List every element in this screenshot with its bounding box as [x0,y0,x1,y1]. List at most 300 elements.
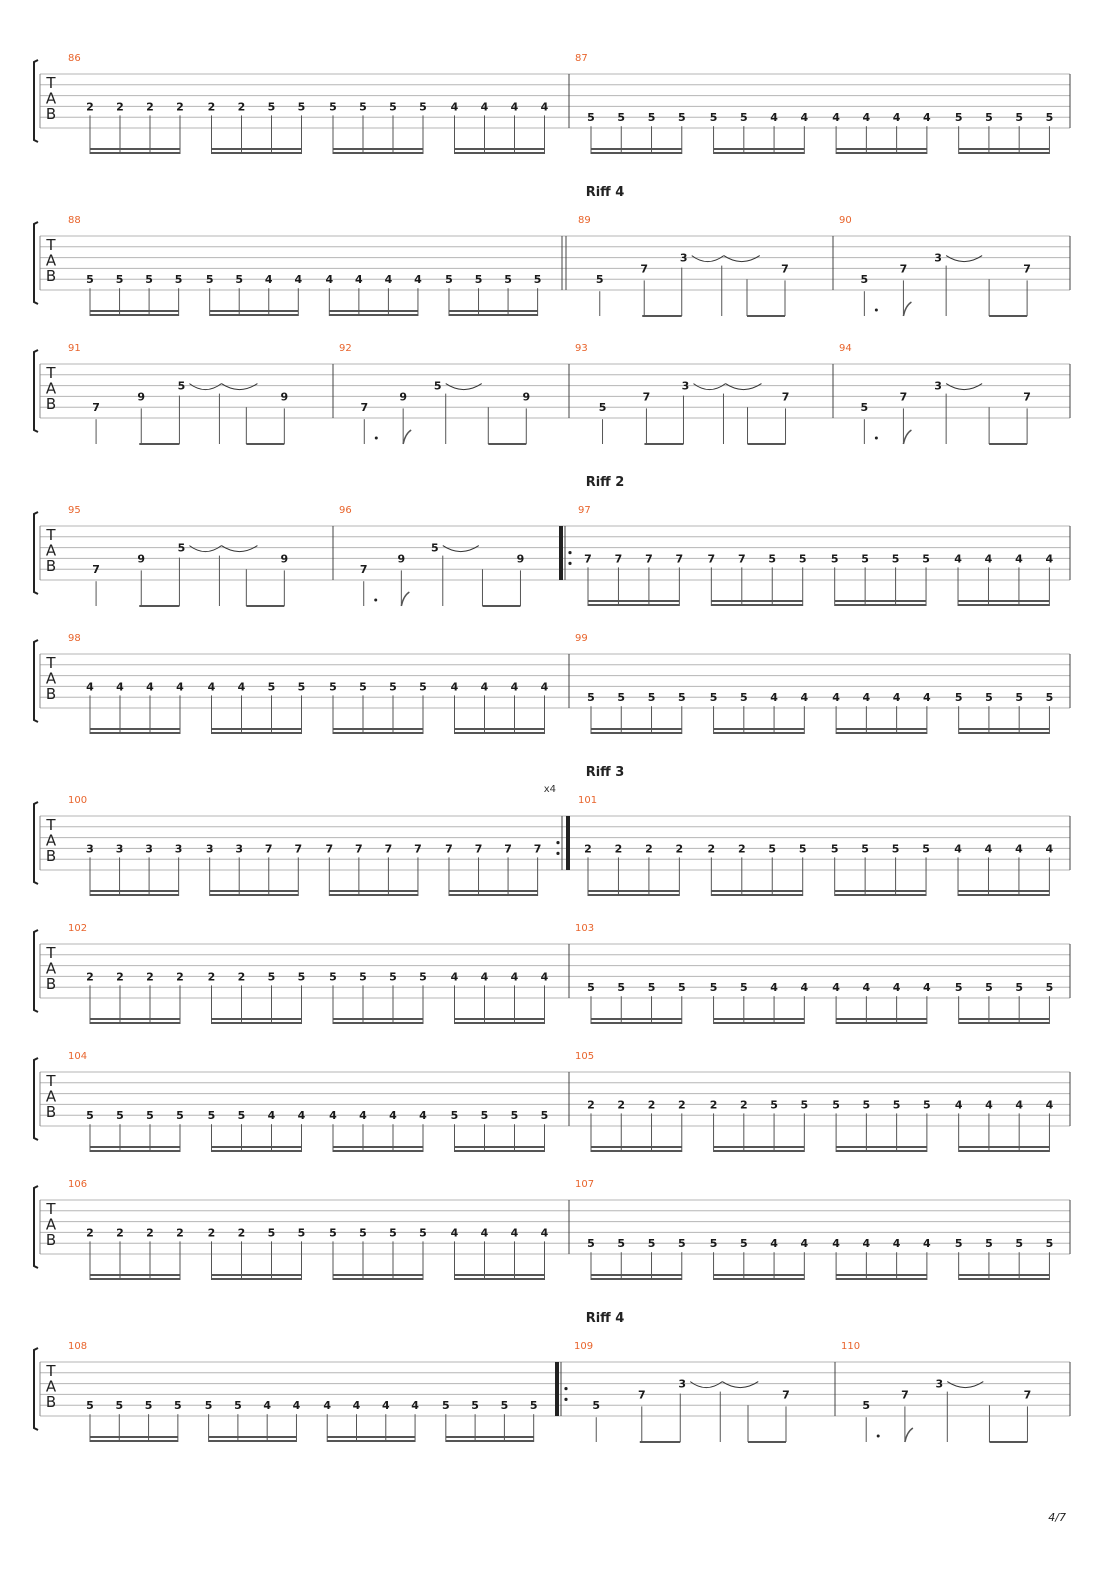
tie-arc [443,546,479,552]
fret-number: 4 [892,1237,901,1251]
fret-number: 4 [984,842,993,856]
measure [578,215,789,316]
measure-number: 92 [339,343,352,354]
tab-clef-letter: A [45,251,57,270]
fret-number: 4 [294,273,303,287]
fret-number: 3 [935,1377,944,1391]
repeat-dot [568,562,571,565]
fret-number: 4 [892,691,901,705]
fret-number: 5 [116,1109,124,1123]
fret-number: 5 [529,1399,538,1413]
fret-number: 4 [352,1399,361,1413]
tab-clef-letter: T [46,526,56,544]
section-label: Riff 2 [585,475,625,490]
fret-number: 7 [359,563,368,577]
fret-number: 5 [985,981,993,995]
measure-number: 99 [575,633,588,644]
fret-number: 7 [474,842,483,856]
fret-number: 5 [177,379,186,393]
fret-number: 5 [1015,1237,1024,1251]
measure [68,53,549,154]
staff-bracket [34,350,38,432]
fret-number: 5 [1045,1237,1054,1251]
tie-arc [722,1382,758,1388]
measure-number: 100 [68,795,88,806]
staff-bracket [34,1186,38,1268]
fret-number: 4 [800,691,809,705]
fret-number: 7 [645,552,653,566]
fret-number: 4 [411,1399,419,1413]
eighth-flag [903,302,911,316]
measure-number: 86 [68,53,81,64]
fret-number: 5 [329,1226,337,1240]
fret-number: 5 [480,1109,489,1123]
repeat-start-thick-bar [555,1362,559,1416]
fret-number: 5 [441,1399,450,1413]
fret-number: 4 [862,111,871,125]
staff-bracket [34,930,38,1012]
fret-number: 5 [1045,981,1054,995]
measure-number: 101 [578,795,598,806]
fret-number: 2 [617,1098,626,1112]
fret-number: 5 [115,273,124,287]
tie-arc [725,384,761,390]
fret-number: 5 [770,1098,778,1112]
fret-number: 3 [115,842,124,856]
fret-number: 5 [954,1237,963,1251]
measure [578,795,1054,896]
fret-number: 3 [934,251,942,265]
fret-number: 4 [923,691,931,705]
fret-number: 5 [267,1226,276,1240]
fret-number: 3 [235,842,244,856]
measure-number: 96 [339,505,352,516]
measure [575,633,1053,734]
rhythm-dot [875,437,878,440]
fret-number: 2 [86,100,94,114]
measure-number: 104 [68,1051,88,1062]
fret-number: 7 [675,552,684,566]
measure-number: 91 [68,343,81,354]
fret-number: 5 [329,680,337,694]
staff-bracket [34,60,38,142]
section-label: Riff 4 [585,1311,625,1326]
tab-clef-letter: A [45,1087,57,1106]
fret-number: 7 [584,552,592,566]
page-number: 4/7 [1048,1511,1066,1524]
fret-number: 7 [1023,262,1031,276]
fret-number: 5 [329,970,337,984]
fret-number: 7 [614,552,623,566]
fret-number: 4 [832,111,840,125]
fret-number: 4 [770,981,778,995]
fret-number: 4 [389,1109,397,1123]
repeat-dot [556,852,559,855]
fret-number: 2 [86,1226,94,1240]
fret-number: 2 [614,842,623,856]
fret-number: 2 [237,970,246,984]
staff-bracket [34,1348,38,1430]
fret-number: 9 [399,390,407,404]
fret-number: 7 [504,842,512,856]
fret-number: 5 [176,1109,184,1123]
fret-number: 2 [675,842,684,856]
rhythm-dot [375,437,378,440]
tab-clef-letter: T [46,364,56,382]
fret-number: 5 [359,1226,367,1240]
measure [575,923,1053,1024]
fret-number: 4 [540,970,549,984]
fret-number: 9 [137,552,146,566]
measure [575,1051,1054,1152]
fret-number: 5 [1015,981,1024,995]
fret-number: 5 [862,1098,871,1112]
eighth-flag [903,430,911,444]
fret-number: 4 [267,1109,276,1123]
measure [839,343,1031,444]
tab-clef-letter: B [45,395,57,413]
tab-system [34,185,1070,316]
fret-number: 2 [584,842,592,856]
fret-number: 7 [899,390,908,404]
fret-number: 5 [144,1399,153,1413]
fret-number: 5 [709,981,718,995]
fret-number: 5 [985,1237,993,1251]
tie-arc [690,1382,722,1388]
fret-number: 5 [419,970,427,984]
staff-bracket [34,1058,38,1140]
measure [68,1341,538,1442]
repeat-dot [564,1387,567,1390]
fret-number: 7 [294,842,303,856]
tab-clef-letter: T [46,1072,56,1090]
fret-number: 2 [207,1226,216,1240]
fret-number: 4 [263,1399,272,1413]
fret-number: 5 [922,842,930,856]
repeat-end-thick-bar [566,816,570,870]
fret-number: 5 [617,1237,626,1251]
measure-number: 98 [68,633,81,644]
tab-clef-letter: A [45,379,57,398]
fret-number: 5 [359,100,367,114]
fret-number: 4 [355,273,363,287]
measure [68,923,549,1024]
fret-number: 4 [323,1399,332,1413]
fret-number: 4 [1045,1098,1054,1112]
repeat-dot [568,551,571,554]
fret-number: 4 [480,970,489,984]
tab-clef-letter: B [45,847,57,865]
fret-number: 5 [145,273,153,287]
measure [578,505,1054,606]
staff-bracket [34,640,38,722]
tab-clef-letter: A [45,541,57,560]
tab-clef-letter: A [45,669,57,688]
fret-number: 7 [384,842,393,856]
tab-system [34,1051,1070,1152]
fret-number: 5 [954,691,963,705]
fret-number: 4 [510,680,519,694]
fret-number: 4 [923,981,931,995]
fret-number: 4 [297,1109,306,1123]
tab-clef-letter: A [45,1215,57,1234]
fret-number: 7 [1023,1388,1032,1402]
section-label: Riff 3 [585,765,625,780]
tab-clef-letter: T [46,1200,56,1218]
fret-number: 5 [389,680,397,694]
tab-system [34,1311,1070,1442]
fret-number: 4 [381,1399,390,1413]
fret-number: 4 [510,1226,519,1240]
fret-number: 5 [617,691,626,705]
tie-arc [221,546,257,552]
fret-number: 2 [237,100,246,114]
fret-number: 4 [510,100,519,114]
measure-number: 105 [575,1051,595,1062]
fret-number: 5 [647,111,656,125]
measure-number: 106 [68,1179,88,1190]
fret-number: 5 [798,842,807,856]
fret-number: 4 [540,1226,549,1240]
measure-number: 103 [575,923,595,934]
fret-number: 7 [92,563,100,577]
eighth-flag [403,430,411,444]
tab-system [34,475,1070,606]
fret-number: 4 [1015,552,1023,566]
fret-number: 5 [297,680,306,694]
fret-number: 4 [770,111,778,125]
fret-number: 4 [292,1399,301,1413]
fret-number: 9 [280,552,289,566]
fret-number: 5 [592,1399,601,1413]
tab-clef-letter: T [46,74,56,92]
fret-number: 5 [297,100,306,114]
fret-number: 5 [985,111,993,125]
fret-number: 5 [504,273,512,287]
fret-number: 4 [862,691,871,705]
fret-number: 4 [832,1237,840,1251]
fret-number: 4 [419,1109,427,1123]
fret-number: 4 [800,1237,809,1251]
staff-bracket [34,222,38,304]
fret-number: 5 [830,552,839,566]
fret-number: 2 [207,970,216,984]
fret-number: 5 [860,273,869,287]
fret-number: 5 [389,970,397,984]
fret-number: 2 [645,842,653,856]
fret-number: 5 [860,401,869,415]
fret-number: 4 [862,981,871,995]
fret-number: 7 [707,552,716,566]
fret-number: 4 [480,100,489,114]
fret-number: 5 [1045,691,1054,705]
tie-arc [947,1382,983,1388]
fret-number: 4 [985,1098,993,1112]
measure [68,343,288,444]
fret-number: 2 [677,1098,686,1112]
measure [841,1341,1031,1442]
fret-number: 4 [954,1098,963,1112]
rhythm-dot [877,1435,880,1438]
repeat-count: x4 [543,784,556,795]
tab-clef-letter: B [45,1103,57,1121]
measure-number: 87 [575,53,588,64]
fret-number: 9 [137,390,146,404]
fret-number: 7 [325,842,334,856]
fret-number: 4 [207,680,216,694]
measure [68,784,556,896]
fret-number: 2 [146,100,154,114]
fret-number: 4 [862,1237,871,1251]
tie-arc [693,384,725,390]
fret-number: 7 [533,842,542,856]
fret-number: 7 [781,262,789,276]
fret-number: 5 [1015,691,1024,705]
tab-clef-letter: B [45,685,57,703]
fret-number: 5 [677,1237,686,1251]
fret-number: 5 [1045,111,1054,125]
fret-number: 4 [832,981,840,995]
fret-number: 7 [642,390,651,404]
fret-number: 5 [510,1109,519,1123]
fret-number: 5 [433,379,442,393]
tab-system [34,633,1070,734]
fret-number: 5 [617,111,626,125]
fret-number: 5 [832,1098,840,1112]
fret-number: 5 [419,680,427,694]
fret-number: 2 [737,842,746,856]
fret-number: 2 [707,842,716,856]
fret-number: 4 [800,111,809,125]
fret-number: 5 [922,552,930,566]
fret-number: 5 [709,111,718,125]
eighth-flag [401,592,409,606]
fret-number: 4 [480,680,489,694]
measure [68,215,541,316]
measure-number: 95 [68,505,81,516]
measure-number: 102 [68,923,88,934]
fret-number: 5 [677,691,686,705]
fret-number: 4 [1015,1098,1024,1112]
repeat-dot [556,841,559,844]
tab-system [34,923,1070,1024]
fret-number: 7 [637,1388,646,1402]
eighth-flag [905,1428,913,1442]
fret-number: 7 [414,842,422,856]
fret-number: 5 [207,1109,216,1123]
fret-number: 5 [647,981,656,995]
fret-number: 5 [533,273,542,287]
fret-number: 7 [640,262,649,276]
fret-number: 5 [474,273,483,287]
fret-number: 4 [892,981,901,995]
fret-number: 5 [861,842,869,856]
fret-number: 2 [739,1098,748,1112]
fret-number: 9 [397,552,406,566]
fret-number: 4 [450,680,459,694]
fret-number: 5 [267,970,276,984]
repeat-dot [564,1398,567,1401]
tab-system [34,765,1070,896]
fret-number: 7 [355,842,363,856]
tie-arc [446,384,482,390]
tab-clef-letter: A [45,959,57,978]
tie-arc [946,384,982,390]
fret-number: 5 [985,691,993,705]
tab-clef-letter: A [45,831,57,850]
fret-number: 4 [325,273,334,287]
fret-number: 2 [116,970,124,984]
fret-number: 4 [923,1237,931,1251]
fret-number: 3 [86,842,94,856]
fret-number: 4 [510,970,519,984]
fret-number: 5 [598,401,607,415]
tie-arc [221,384,257,390]
tab-clef-letter: B [45,1393,57,1411]
fret-number: 5 [430,541,439,555]
fret-number: 4 [146,680,154,694]
measure-number: 110 [841,1341,861,1352]
fret-number: 7 [737,552,746,566]
measure-number: 107 [575,1179,595,1190]
measure [575,53,1053,154]
fret-number: 5 [595,273,604,287]
fret-number: 5 [389,100,397,114]
fret-number: 5 [419,1226,427,1240]
measure-number: 88 [68,215,81,226]
fret-number: 4 [176,680,184,694]
measure [68,633,549,734]
fret-number: 7 [445,842,453,856]
fret-number: 5 [450,1109,459,1123]
fret-number: 5 [677,981,686,995]
fret-number: 2 [587,1098,595,1112]
repeat-start-thick-bar [559,526,563,580]
fret-number: 5 [205,273,214,287]
fret-number: 5 [739,111,748,125]
measure-number: 108 [68,1341,88,1352]
fret-number: 3 [934,379,942,393]
fret-number: 7 [781,390,790,404]
fret-number: 5 [359,680,367,694]
fret-number: 5 [954,981,963,995]
fret-number: 2 [116,100,124,114]
fret-number: 5 [237,1109,246,1123]
tab-clef-letter: T [46,1362,56,1380]
fret-number: 4 [892,111,901,125]
fret-number: 4 [237,680,246,694]
tab-clef-letter: T [46,816,56,834]
fret-number: 3 [205,842,214,856]
fret-number: 4 [923,111,931,125]
measure [575,1179,1053,1280]
fret-number: 5 [389,1226,397,1240]
fret-number: 5 [419,100,427,114]
fret-number: 5 [709,1237,718,1251]
fret-number: 4 [984,552,993,566]
fret-number: 4 [359,1109,367,1123]
fret-number: 5 [587,111,595,125]
measure [575,343,789,444]
fret-number: 5 [297,970,306,984]
staff-bracket [34,512,38,594]
fret-number: 4 [1015,842,1023,856]
fret-number: 5 [709,691,718,705]
fret-number: 5 [359,970,367,984]
fret-number: 5 [768,552,777,566]
fret-number: 2 [647,1098,656,1112]
fret-number: 5 [329,100,337,114]
